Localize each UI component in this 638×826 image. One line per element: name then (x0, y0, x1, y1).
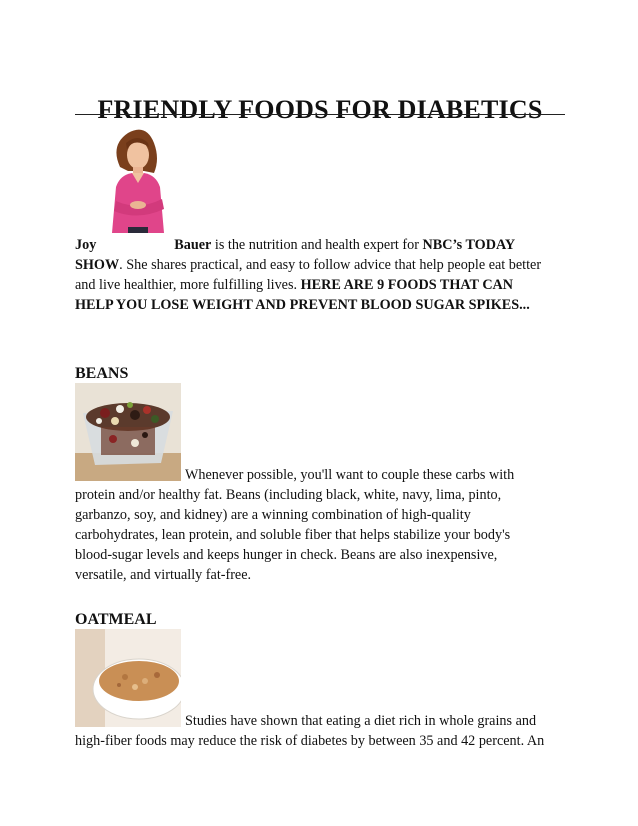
oatmeal-paragraph (75, 711, 570, 751)
intro-show: SHOW (75, 257, 120, 273)
beans-heading: BEANS (75, 365, 129, 382)
intro-joy: Joy (75, 237, 97, 253)
intro-text-3: and live healthier, more fulfilling lives. (75, 277, 301, 293)
beans-line-5: blood-sugar levels and keeps hunger in check. Beans are also inexpensive, (75, 547, 498, 563)
beans-paragraph (75, 465, 570, 585)
oatmeal-heading: OATMEAL (75, 611, 157, 628)
intro-text-2: . She shares practical, and easy to follow advice that help people eat better (119, 257, 542, 273)
beans-line-6: versatile, and virtually fat-free. (75, 567, 252, 583)
intro-bauer: Bauer (174, 237, 212, 253)
intro-text-1: is the nutrition and health expert for (211, 237, 423, 253)
intro-paragraph (75, 235, 570, 315)
intro-callout-1: HERE ARE 9 FOODS THAT CAN (300, 277, 514, 293)
page-title: FRIENDLY FOODS FOR DIABETICS (97, 95, 543, 125)
beans-line-2: protein and/or healthy fat. Beans (including black, white, navy, lima, pinto, (75, 487, 502, 503)
oatmeal-line-2: high-fiber foods may reduce the risk of diabetes by between 35 and 42 percent. An (75, 733, 545, 749)
beans-line-3: garbanzo, soy, and kidney) are a winning combination of high-quality (75, 507, 471, 523)
intro-callout-2: HELP YOU LOSE WEIGHT AND PREVENT BLOOD SUGAR SPIKES... (75, 297, 530, 313)
beans-line-1: Whenever possible, you'll want to couple these carbs with (185, 467, 515, 483)
intro-nbc: NBC’s TODAY (422, 237, 516, 253)
oatmeal-line-1: Studies have shown that eating a diet rich in whole grains and (185, 713, 537, 729)
title-underline (75, 114, 565, 115)
joy-bauer-photo (98, 125, 178, 233)
beans-line-4: carbohydrates, lean protein, and soluble fiber that helps stabilize your body's (75, 527, 511, 543)
